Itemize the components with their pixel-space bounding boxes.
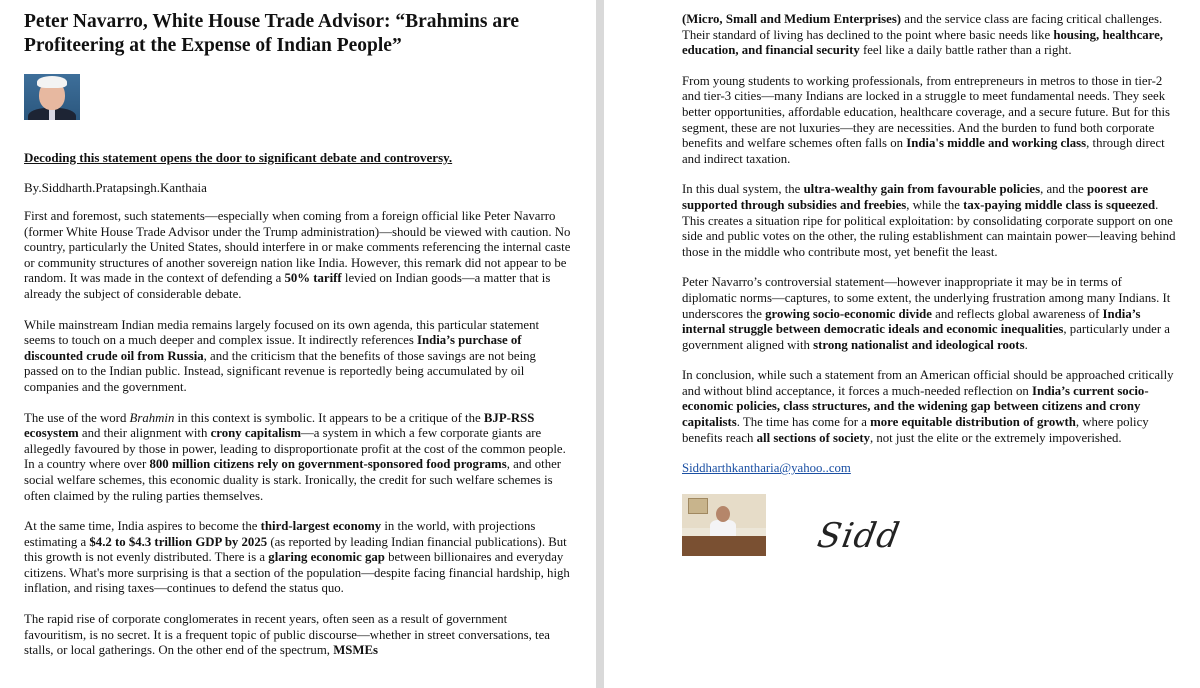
text-run: The rapid rise of corporate conglomerates in recent years, often seen as a result of government favouritism, is no secret. It is a frequent topic of public discourse—whether in street conversations, tea stalls, or local gatherings. On the other end of the spectrum, [24, 612, 550, 658]
bold-phrase: tax-paying middle class is squeezed [963, 197, 1156, 212]
bold-phrase: glaring economic gap [268, 550, 385, 565]
paragraph [682, 12, 1178, 59]
text-run: in this context is symbolic. It appears to be a critique of the [174, 410, 484, 425]
text-run: in the world, with projections estimating a [24, 519, 536, 549]
bold-phrase: 800 million citizens rely on government-sponsored food programs [149, 457, 507, 472]
text-run: , and the [1040, 182, 1087, 197]
byline: By.Siddharth.Pratapsingh.Kanthaia [24, 180, 207, 195]
article-subheading: Decoding this statement opens the door to significant debate and controversy. [24, 150, 453, 165]
text-run: feel like a daily battle rather than a right. [859, 43, 1072, 58]
bold-phrase: strong nationalist and ideological roots [813, 337, 1025, 352]
text-run: , through direct and indirect taxation. [682, 136, 1165, 166]
paragraph [24, 519, 572, 597]
left-page [0, 0, 596, 688]
bold-phrase: India’s internal struggle between democratic ideals and economic inequalities [682, 306, 1141, 337]
paragraph [682, 74, 1178, 168]
text-run: —a system in which a few corporate giants are allegedly favoured by those in power, leading to disproportionate profit at the cost of the common people. In a country where over [24, 426, 566, 472]
italic-phrase: Brahmin [129, 410, 175, 425]
bold-phrase: more equitable distribution of growth [870, 415, 1076, 430]
text-run: . The time has come for a [736, 415, 871, 430]
bold-phrase: India’s purchase of discounted crude oil from Russia [24, 333, 522, 363]
text-run: While mainstream Indian media remains largely focused on its own agenda, this particular statement seems to touch on a much deeper and complex issue. It indirectly references [24, 317, 540, 348]
signer-photo [682, 494, 766, 556]
bold-phrase: India’s current socio-economic policies, class structures, and the widening gap between citizens and crony capitalists [682, 383, 1149, 430]
right-page [604, 0, 1200, 688]
left-body-text [24, 209, 572, 659]
paragraph [24, 411, 572, 505]
bold-phrase: poorest are supported through subsidies and freebies [682, 182, 1148, 212]
text-run: between billionaires and everyday citizens. What's more surprising is that a section of the population—despite facing financial hardship, high inflation, and rising taxes—continues to defend the status quo. [24, 550, 570, 596]
bold-phrase: 50% tariff [284, 271, 342, 286]
text-run: Peter Navarro’s controversial statement—however inappropriate it may be in terms of diplomatic norms—captures, to some extent, the underlying frustration among many Indians. It underscores the [682, 275, 1171, 321]
text-run: In conclusion, while such a statement from an American official should be approached critically and without blind acceptance, it forces a much-needed reflection on [682, 368, 1174, 398]
bold-phrase: all sections of society [756, 430, 870, 445]
bold-phrase: $4.2 to $4.3 trillion GDP by 2025 [89, 534, 268, 549]
right-body-text [682, 12, 1178, 446]
bold-phrase: growing socio-economic divide [765, 306, 932, 321]
paragraph [682, 368, 1178, 446]
text-run: , and other social welfare schemes, this economic duality is stark. Ironically, the credit for such welfare schemes is often claimed by the ruling parties themselves. [24, 457, 562, 503]
text-run: , particularly under a government aligned with [682, 322, 1170, 352]
text-run: In this dual system, the [682, 182, 804, 197]
bold-phrase: MSMEs [333, 643, 378, 658]
text-run: , while the [906, 197, 964, 212]
bold-phrase: crony capitalism [210, 426, 301, 441]
text-run: (as reported by leading Indian financial publications). But this growth is not evenly distributed. There is a [24, 534, 567, 565]
text-run: . [1024, 337, 1028, 352]
text-run: levied on Indian goods—a matter that is already the subject of considerable debate. [24, 271, 551, 301]
page-divider [596, 0, 604, 688]
text-run: The use of the word [24, 410, 130, 425]
bold-phrase: India's middle and working class [906, 136, 1087, 151]
text-run: , not just the elite or the extremely impoverished. [869, 430, 1122, 445]
handwritten-signature: Sidd [814, 516, 904, 557]
author-email-link[interactable]: Siddharthkantharia@yahoo..com [682, 461, 851, 476]
paragraph [682, 275, 1178, 353]
paragraph [682, 182, 1178, 260]
text-run: . This creates a situation ripe for political exploitation: by consolidating corporate support on one side and public votes on the other, the ruling establishment can maintain power—leaving behind those in the middle who contribute most, yet benefit the least. [682, 197, 1176, 259]
paragraph [24, 318, 572, 396]
text-run: From young students to working professionals, from entrepreneurs in metros to those in tier-2 and tier-3 cities—many Indians are locked in a struggle to meet fundamental needs. They seek better opportunities, affordable education, healthcare coverage, and a secure future. But for this segment, these are not luxuries—they are necessities. And the burden to fund both corporate benefits and welfare schemes often falls on [682, 73, 1170, 151]
signature-block [682, 494, 1178, 574]
bold-phrase: (Micro, Small and Medium Enterprises) [682, 12, 902, 26]
author-photo [24, 74, 80, 120]
paragraph [24, 209, 572, 303]
bold-phrase: third-largest economy [260, 519, 382, 534]
article-title: Peter Navarro, White House Trade Advisor: “Brahmins are Profiteering at the Expense of Indian People” [24, 11, 520, 56]
bold-phrase: BJP-RSS ecosystem [24, 410, 535, 441]
text-run: and their alignment with [78, 426, 211, 441]
bold-phrase: housing, healthcare, education, and financial security [682, 27, 1163, 58]
bold-phrase: ultra-wealthy gain from favourable policies [803, 182, 1041, 197]
text-run: , and the criticism that the benefits of those savings are not being passed on to the Indian public. Instead, significant revenue is reportedly being accumulated by oil companies and the government. [24, 348, 536, 394]
text-run: , where policy benefits reach [682, 415, 1149, 445]
text-run: and the service class are facing critical challenges. Their standard of living has declined to the point where basic needs like [682, 12, 1163, 42]
text-run: First and foremost, such statements—especially when coming from a foreign official like Peter Navarro (former White House Trade Advisor under the Trump administration)—should be viewed with caution. No country, particularly the United States, should interfere in or make comments referencing the internal caste or community structures of another sovereign nation like India. However, this remark did not appear to be random. It was made in the context of defending a [24, 209, 571, 286]
text-run: At the same time, India aspires to become the [24, 519, 261, 534]
text-run: and reflects global awareness of [931, 306, 1103, 321]
paragraph [24, 612, 572, 659]
